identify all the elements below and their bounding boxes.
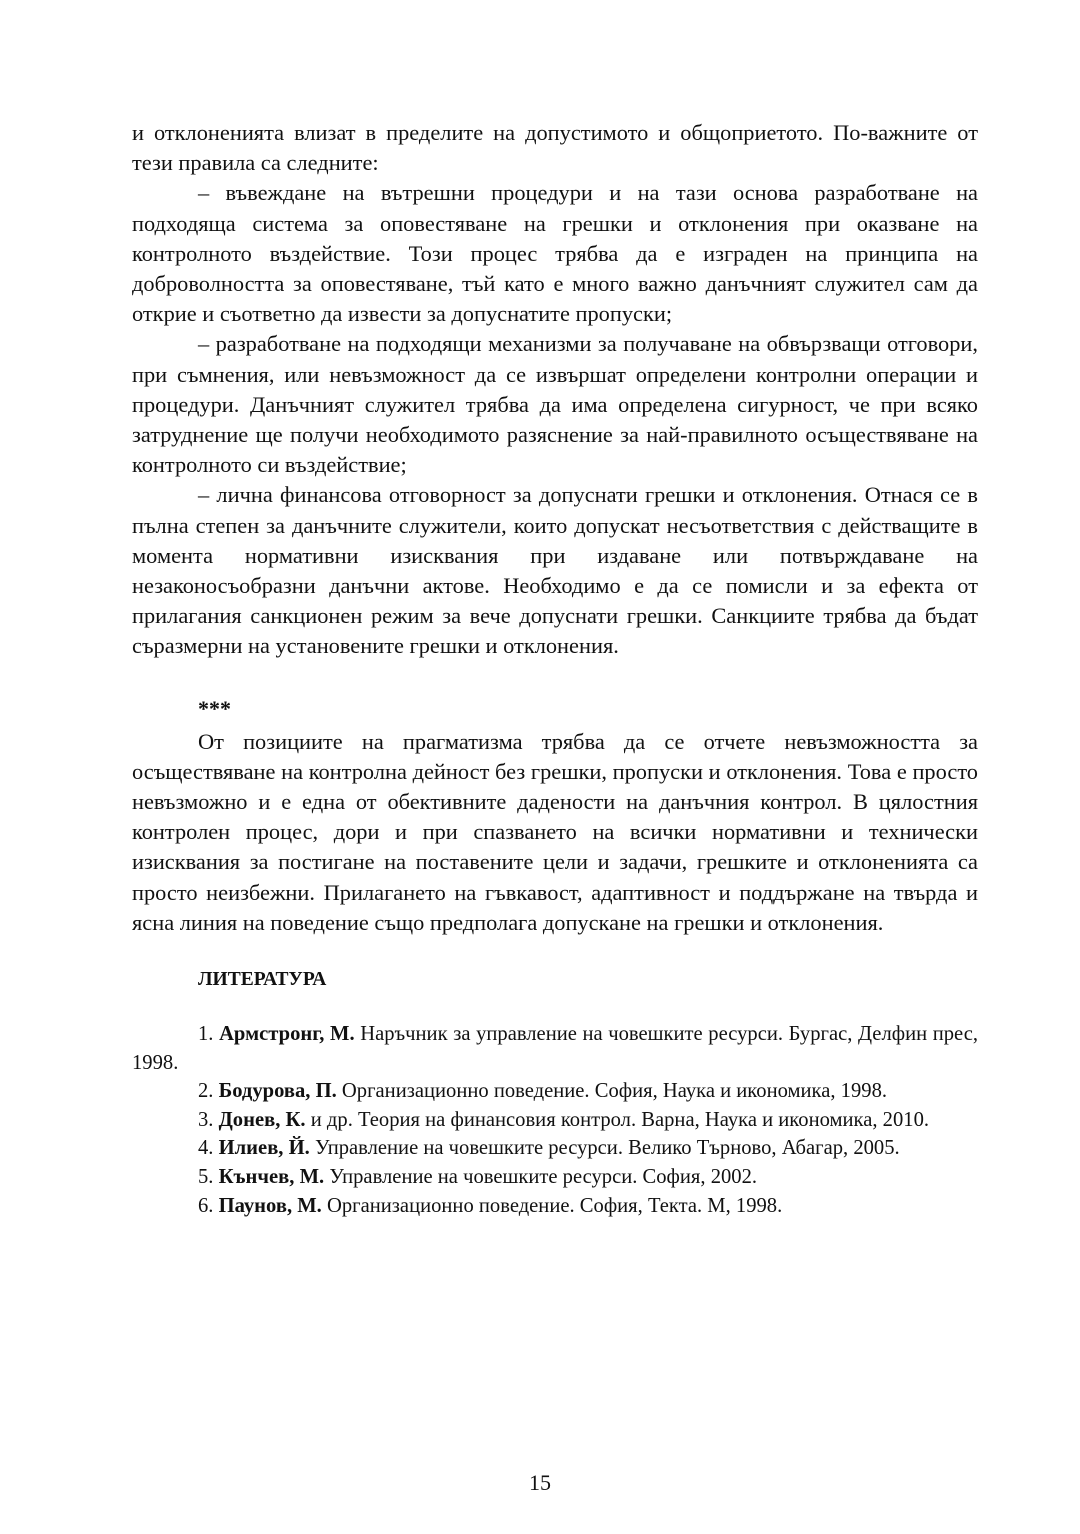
literature-item-author: Бодурова, П. — [218, 1080, 337, 1103]
literature-item — [132, 1106, 978, 1135]
literature-item-text: Наръчник за управление на човешките ресурси. Бургас, Делфин прес, 1998. — [132, 1023, 978, 1074]
literature-item-number: 4. — [198, 1137, 214, 1160]
body-paragraph: – въвеждане на вътрешни процедури и на тази основа разработване на подходяща система за оповестяване на грешки и отклонения при оказване на контролното въздействие. Този процес трябва да е изграден на принципа на доброволността за оповестяване, тъй като е много важно данъчният служител сам да открие и съответно да извести за допуснатите пропуски; — [132, 180, 978, 327]
literature-item — [132, 1020, 978, 1077]
literature-heading: ЛИТЕРАТУРА — [198, 969, 327, 991]
section-separator: *** — [198, 695, 231, 721]
literature-item — [132, 1192, 978, 1221]
body-paragraph: – лична финансова отговорност за допуснати грешки и отклонения. Отнася се в пълна степен за данъчните служители, които допускат несъответствия с действащите в момента нормативни изисквания при издаване или потвърждаване на незаконосъобразни данъчни актове. Необходимо е да се помисли и за ефекта от прилагания санкционен режим за вече допуснати грешки. Санкциите трябва да бъдат съразмерни на установените грешки и отклонения. — [132, 482, 978, 659]
literature-item-number: 1. — [198, 1023, 214, 1046]
page-number: 15 — [529, 1470, 551, 1495]
literature-item-number: 3. — [198, 1108, 214, 1131]
literature-item-author: Кънчев, М. — [218, 1166, 325, 1189]
conclusion-paragraph: От позициите на прагматизма трябва да се отчете невъзможността за осъществяване на контролна дейност без грешки, пропуски и отклонения. Това е просто невъзможно и е една от обективните дадености на данъчния контрол. В цялостния контролен процес, дори и при спазването на всички нормативни и технически изисквания за постигане на поставените цели и задачи, грешките и отклоненията са просто неизбежни. Прилагането на гъвкавост, адаптивност и поддържане на твърда и ясна линия на поведение също предполага допускане на грешки и отклонения. — [132, 728, 978, 935]
literature-item-number: 5. — [198, 1166, 214, 1189]
literature-item-text: Управление на човешките ресурси. Велико Търново, Абагар, 2005. — [314, 1137, 900, 1160]
literature-item-text: Организационно поведение. София, Наука и икономика, 1998. — [341, 1080, 888, 1103]
literature-item — [132, 1163, 978, 1192]
page-content — [132, 118, 978, 1220]
literature-item-text: Управление на човешките ресурси. София, 2002. — [329, 1166, 758, 1189]
body-paragraph: – разработване на подходящи механизми за получаване на обвързващи отговори, при съмнения, или невъзможност да се извършат определени контролни операции и процедури. Данъчният служител трябва да има определена сигурност, че при всяко затруднение ще получи необходимото разяснение за най-правилното осъществяване на контролното си въздействие; — [132, 331, 978, 478]
literature-item-text: Организационно поведение. София, Текта. М, 1998. — [327, 1194, 783, 1217]
literature-item-author: Армстронг, М. — [219, 1023, 355, 1046]
literature-item-author: Паунов, М. — [218, 1194, 322, 1217]
literature-item-number: 6. — [198, 1194, 214, 1217]
literature-item — [132, 1134, 978, 1163]
body-paragraph: и отклоненията влизат в пределите на допустимото и общоприетото. По-важните от тези правила са следните: — [132, 120, 978, 176]
literature-item — [132, 1077, 978, 1106]
literature-item-text: и др. Теория на финансовия контрол. Варна, Наука и икономика, 2010. — [310, 1108, 930, 1131]
literature-item-author: Донев, К. — [218, 1108, 306, 1131]
literature-item-number: 2. — [198, 1080, 214, 1103]
literature-item-author: Илиев, Й. — [218, 1137, 310, 1160]
literature-list — [132, 1020, 978, 1220]
